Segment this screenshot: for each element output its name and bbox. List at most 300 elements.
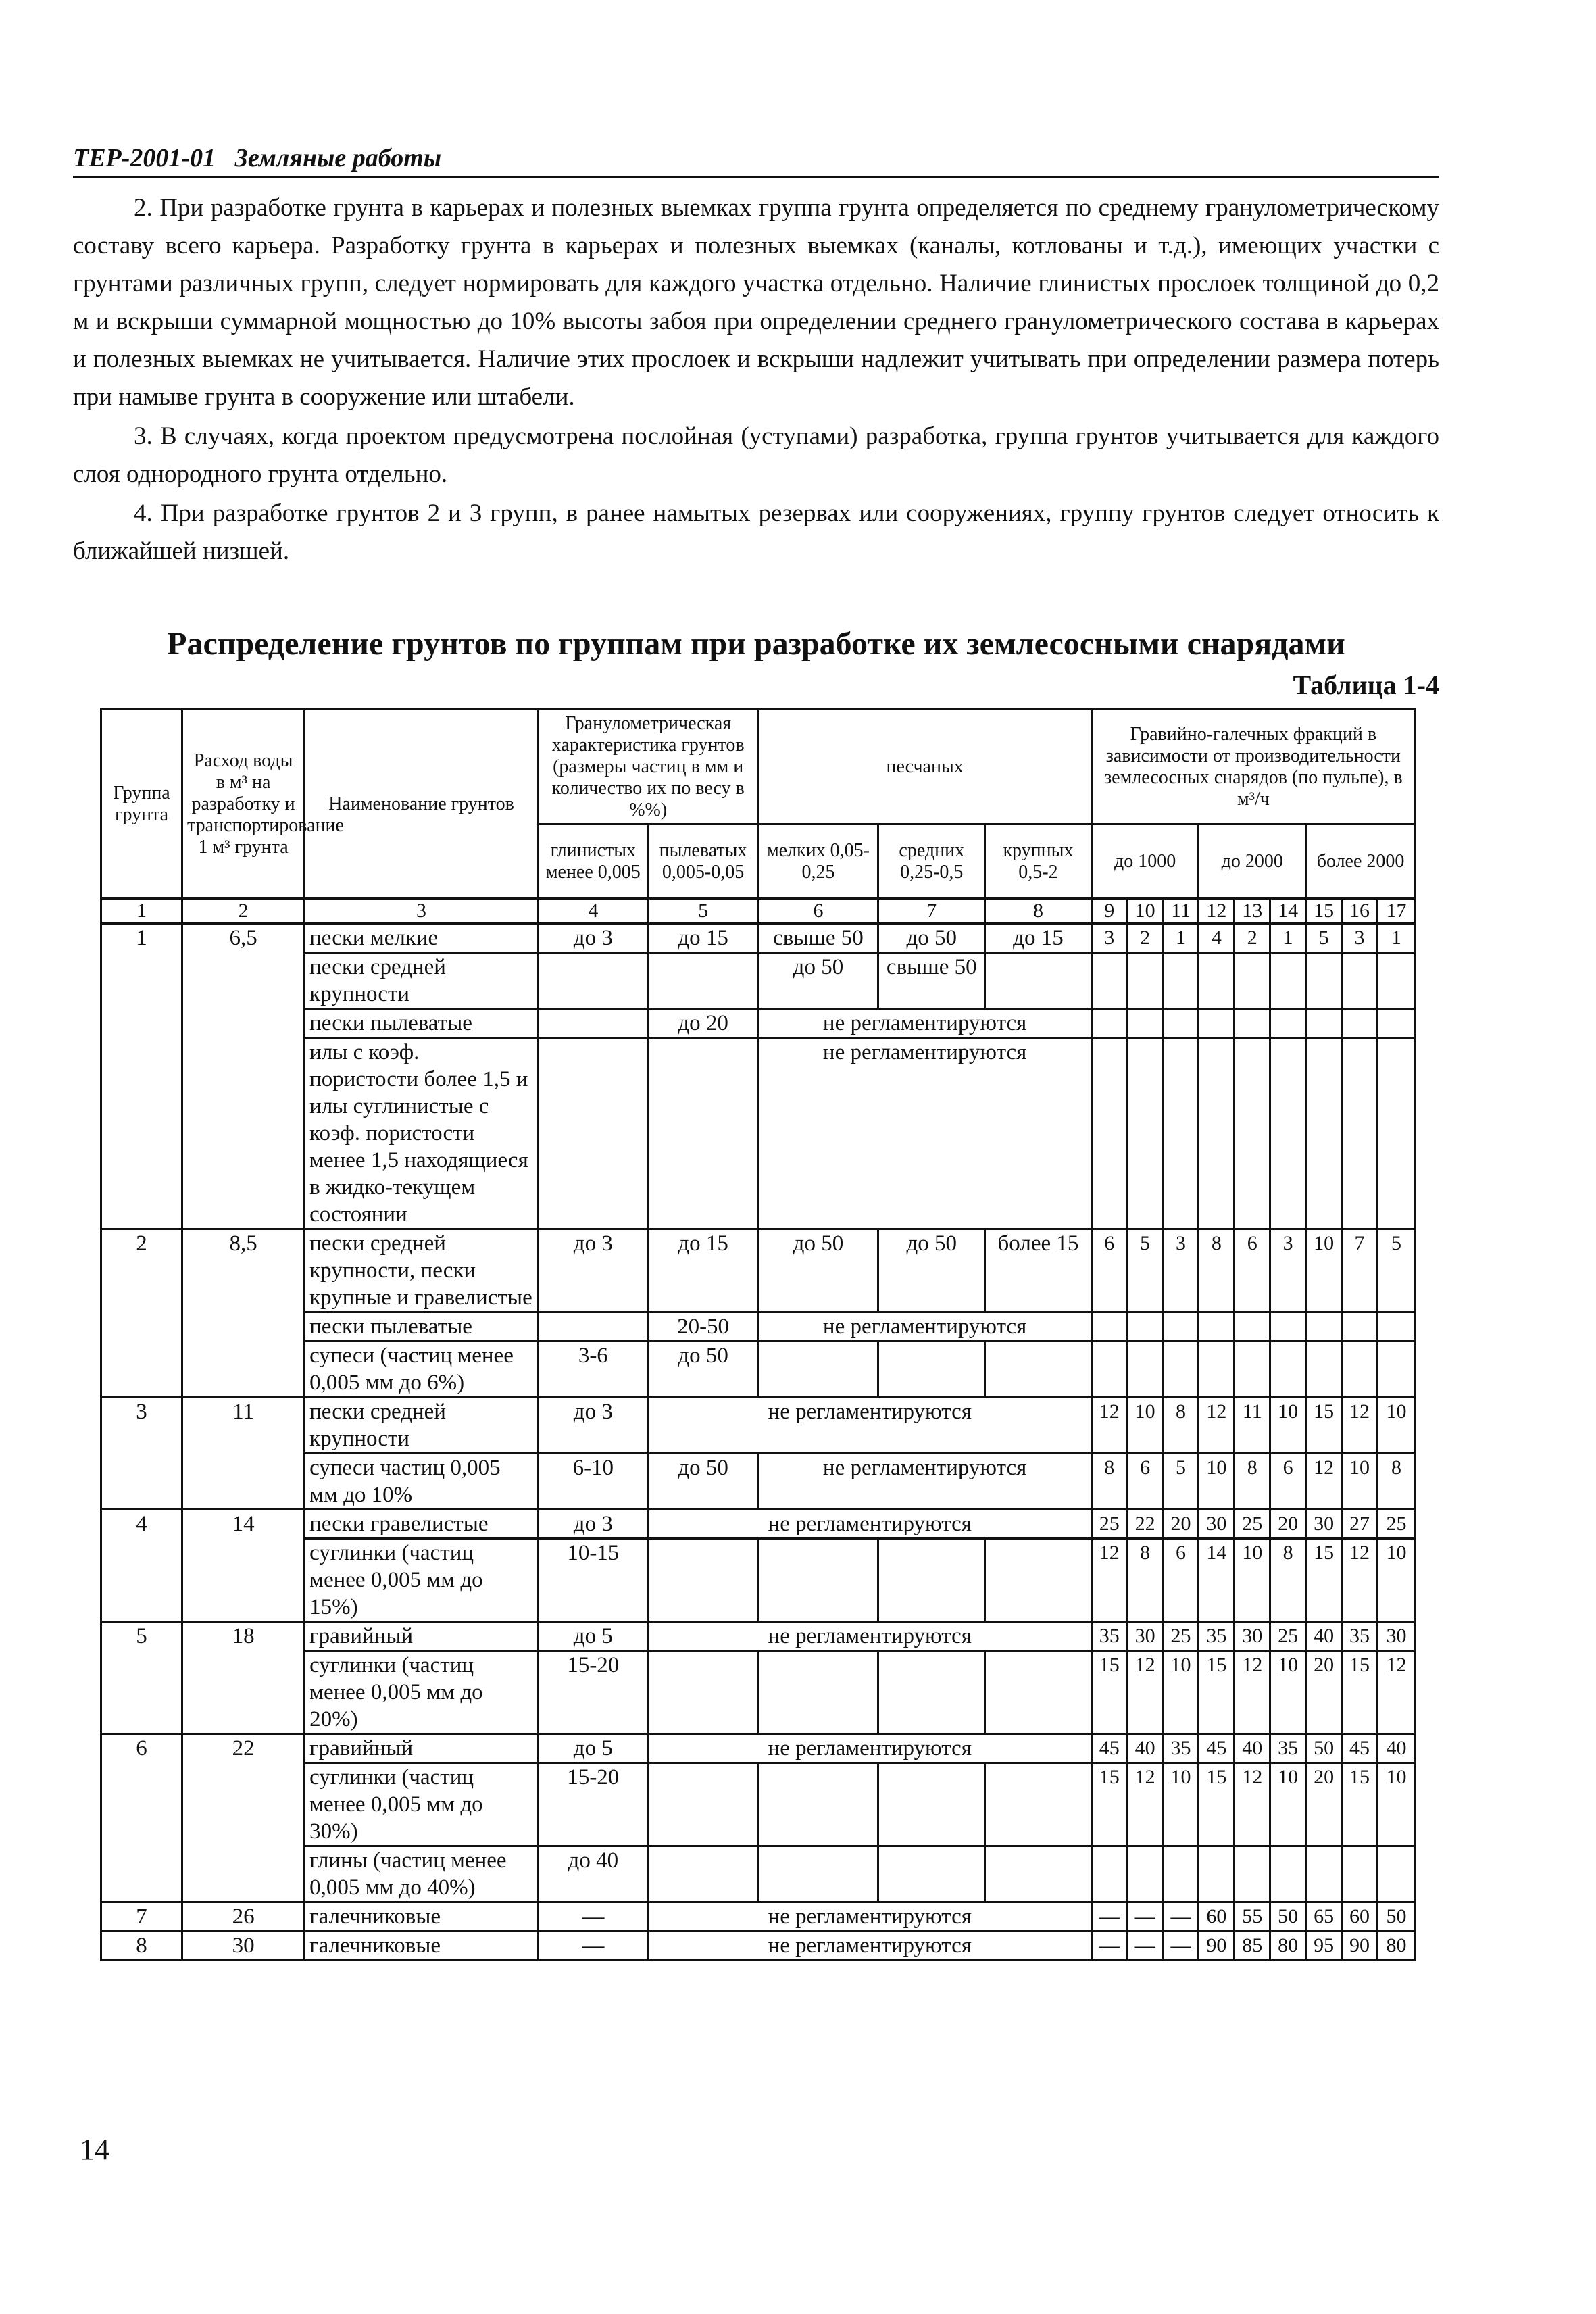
column-index: 2 [182, 899, 305, 924]
soil-name-cell: пески пылеватые [305, 1009, 539, 1038]
throughput-value-cell: 80 [1270, 1931, 1306, 1961]
throughput-value-cell [1270, 1009, 1306, 1038]
throughput-value-cell: 30 [1306, 1510, 1342, 1539]
throughput-value-cell [1306, 1312, 1342, 1341]
throughput-value-cell [1127, 1312, 1163, 1341]
throughput-value-cell [1342, 953, 1378, 1009]
section-title: Земляные работы [234, 144, 442, 172]
soil-name-cell: суглинки (частиц менее 0,005 мм до 15%) [305, 1539, 539, 1622]
throughput-value-cell: 10 [1270, 1398, 1306, 1454]
throughput-value-cell [1306, 1341, 1342, 1398]
throughput-value-cell: 10 [1163, 1651, 1199, 1734]
throughput-value-cell: 10 [1127, 1398, 1163, 1454]
table-cell: 15-20 [538, 1651, 648, 1734]
soil-name-cell: гравийный [305, 1734, 539, 1763]
column-index: 13 [1235, 899, 1270, 924]
throughput-value-cell: 27 [1342, 1510, 1378, 1539]
table-cell [758, 1341, 878, 1398]
throughput-value-cell [1127, 1846, 1163, 1902]
table-cell [985, 1341, 1092, 1398]
column-index: 4 [538, 899, 648, 924]
table-cell [878, 1539, 985, 1622]
soil-name-cell: пески мелкие [305, 924, 539, 953]
column-index-row [101, 899, 1416, 924]
water-consumption-cell: 22 [182, 1734, 305, 1902]
table-row [101, 1622, 1416, 1651]
table-cell [878, 1763, 985, 1846]
throughput-value-cell: 10 [1270, 1651, 1306, 1734]
doc-code: ТЕР-2001-01 [73, 144, 216, 172]
table-cell: до 3 [538, 1229, 648, 1312]
table-cell: — [538, 1931, 648, 1961]
header-coarse: крупных 0,5-2 [985, 824, 1092, 899]
table-cell: до 50 [878, 1229, 985, 1312]
throughput-value-cell [1091, 1009, 1127, 1038]
throughput-value-cell: 14 [1199, 1539, 1235, 1622]
table-cell [648, 1846, 758, 1902]
table-number: Таблица 1-4 [1293, 670, 1439, 700]
throughput-value-cell: 25 [1091, 1510, 1127, 1539]
throughput-value-cell: 20 [1306, 1651, 1342, 1734]
table-cell: до 50 [648, 1341, 758, 1398]
throughput-value-cell: — [1091, 1902, 1127, 1931]
soil-name-cell: супеси частиц 0,005 мм до 10% [305, 1454, 539, 1510]
column-index: 7 [878, 899, 985, 924]
table-cell: 10-15 [538, 1539, 648, 1622]
not-regulated-note: не регламентируются [648, 1734, 1091, 1763]
header-group: Группа грунта [101, 710, 182, 899]
throughput-value-cell [1091, 953, 1127, 1009]
throughput-value-cell: 25 [1377, 1510, 1415, 1539]
throughput-value-cell: 10 [1377, 1398, 1415, 1454]
throughput-value-cell: 5 [1377, 1229, 1415, 1312]
water-consumption-cell: 8,5 [182, 1229, 305, 1398]
not-regulated-note: не регламентируются [758, 1312, 1091, 1341]
soil-name-cell: галечниковые [305, 1931, 539, 1961]
table-cell: — [538, 1902, 648, 1931]
header-sandy: песчаных [758, 710, 1091, 824]
throughput-value-cell: 12 [1127, 1651, 1163, 1734]
throughput-value-cell: 6 [1091, 1229, 1127, 1312]
throughput-value-cell: 95 [1306, 1931, 1342, 1961]
throughput-value-cell: 65 [1306, 1902, 1342, 1931]
throughput-value-cell [1091, 1846, 1127, 1902]
throughput-value-cell: 12 [1306, 1454, 1342, 1510]
soil-name-cell: гравийный [305, 1622, 539, 1651]
throughput-value-cell: 10 [1342, 1454, 1378, 1510]
throughput-value-cell: 6 [1270, 1454, 1306, 1510]
throughput-value-cell: 35 [1163, 1734, 1199, 1763]
not-regulated-note: не регламентируются [758, 1454, 1091, 1510]
throughput-value-cell [1270, 1312, 1306, 1341]
table-cell [538, 1009, 648, 1038]
column-index: 1 [101, 899, 182, 924]
throughput-value-cell: 12 [1235, 1763, 1270, 1846]
throughput-value-cell: 30 [1377, 1622, 1415, 1651]
throughput-value-cell: 20 [1270, 1510, 1306, 1539]
throughput-value-cell: 20 [1306, 1763, 1342, 1846]
throughput-value-cell: 8 [1091, 1454, 1127, 1510]
throughput-value-cell: 11 [1235, 1398, 1270, 1454]
soil-name-cell: пески средней крупности [305, 953, 539, 1009]
throughput-value-cell [1127, 1009, 1163, 1038]
not-regulated-note: не регламентируются [648, 1622, 1091, 1651]
throughput-value-cell: 3 [1163, 1229, 1199, 1312]
throughput-value-cell: 50 [1377, 1902, 1415, 1931]
water-consumption-cell: 18 [182, 1622, 305, 1734]
table-cell: 3-6 [538, 1341, 648, 1398]
throughput-value-cell: 12 [1091, 1398, 1127, 1454]
not-regulated-note: не регламентируются [648, 1902, 1091, 1931]
throughput-value-cell: — [1127, 1931, 1163, 1961]
not-regulated-note: не регламентируются [758, 1038, 1091, 1229]
table-row [101, 1510, 1416, 1539]
header-name: Наименование грунтов [305, 710, 539, 899]
column-index: 14 [1270, 899, 1306, 924]
throughput-value-cell: 25 [1163, 1622, 1199, 1651]
table-cell: до 3 [538, 1510, 648, 1539]
throughput-value-cell: 45 [1091, 1734, 1127, 1763]
table-cell: до 50 [758, 1229, 878, 1312]
table-cell [985, 1651, 1092, 1734]
throughput-value-cell: 40 [1377, 1734, 1415, 1763]
table-cell: до 15 [985, 924, 1092, 953]
throughput-value-cell [1235, 1038, 1270, 1229]
throughput-value-cell: 35 [1199, 1622, 1235, 1651]
water-consumption-cell: 14 [182, 1510, 305, 1622]
table-cell [648, 1539, 758, 1622]
group-cell: 2 [101, 1229, 182, 1398]
throughput-value-cell [1235, 1312, 1270, 1341]
table-row [101, 1398, 1416, 1454]
throughput-value-cell: 8 [1235, 1454, 1270, 1510]
throughput-value-cell: 8 [1199, 1229, 1235, 1312]
column-index: 10 [1127, 899, 1163, 924]
table-cell [878, 1341, 985, 1398]
throughput-value-cell: 40 [1306, 1622, 1342, 1651]
soil-name-cell: супеси (частиц менее 0,005 мм до 6%) [305, 1341, 539, 1398]
throughput-value-cell: 15 [1342, 1651, 1378, 1734]
throughput-value-cell [1235, 1846, 1270, 1902]
soil-name-cell: суглинки (частиц менее 0,005 мм до 30%) [305, 1763, 539, 1846]
table-cell: 20-50 [648, 1312, 758, 1341]
paragraph-2: 2. При разработке грунта в карьерах и полезных выемках группа грунта определяется по среднему гранулометрическому составу всего карьера. Разработку грунта в карьерах и полезных выемках (каналы, котлованы и т.д.), имеющих участки с грунтами различных групп, следует нормировать для каждого участка отдельно. Наличие глинистых прослоек толщиной до 0,2 м и вскрыши суммарной мощностью до 10% высоты забоя при определении среднего гранулометрического состава в карьерах и полезных выемках не учитывается. Наличие этих прослоек и вскрыши надлежит учитывать при определении размера потерь при намыве грунта в сооружение или штабели. [73, 194, 1439, 411]
throughput-value-cell: 12 [1342, 1539, 1378, 1622]
throughput-value-cell: 10 [1377, 1763, 1415, 1846]
throughput-value-cell [1270, 953, 1306, 1009]
table-cell: до 5 [538, 1734, 648, 1763]
throughput-value-cell [1342, 1038, 1378, 1229]
table-cell [648, 953, 758, 1009]
throughput-value-cell: 15 [1306, 1539, 1342, 1622]
header-over2000: более 2000 [1306, 824, 1416, 899]
table-cell: до 50 [878, 924, 985, 953]
throughput-value-cell [1127, 1038, 1163, 1229]
table-cell: 15-20 [538, 1763, 648, 1846]
table-cell [538, 953, 648, 1009]
throughput-value-cell: 12 [1199, 1398, 1235, 1454]
group-cell: 3 [101, 1398, 182, 1510]
water-consumption-cell: 6,5 [182, 924, 305, 1229]
table-cell: свыше 50 [758, 924, 878, 953]
column-index: 16 [1342, 899, 1378, 924]
group-cell: 5 [101, 1622, 182, 1734]
soil-name-cell: пески средней крупности, пески крупные и гравелистые [305, 1229, 539, 1312]
throughput-value-cell [1377, 1009, 1415, 1038]
throughput-value-cell [1199, 1009, 1235, 1038]
paragraph-3: 3. В случаях, когда проектом предусмотрена послойная (уступами) разработка, группа грунтов учитывается для каждого слоя однородного грунта отдельно. [73, 422, 1439, 488]
throughput-value-cell [1235, 1009, 1270, 1038]
throughput-value-cell [1235, 953, 1270, 1009]
table-row [101, 1229, 1416, 1312]
throughput-value-cell: — [1163, 1902, 1199, 1931]
table-cell [758, 1539, 878, 1622]
not-regulated-note: не регламентируются [758, 1009, 1091, 1038]
group-cell: 4 [101, 1510, 182, 1622]
throughput-value-cell: 15 [1199, 1763, 1235, 1846]
throughput-value-cell: 30 [1199, 1510, 1235, 1539]
throughput-value-cell: 35 [1270, 1734, 1306, 1763]
throughput-value-cell: 22 [1127, 1510, 1163, 1539]
group-cell: 7 [101, 1902, 182, 1931]
throughput-value-cell: 5 [1127, 1229, 1163, 1312]
throughput-value-cell [1306, 953, 1342, 1009]
table-cell: до 3 [538, 924, 648, 953]
table-cell: 6-10 [538, 1454, 648, 1510]
table-title: Распределение грунтов по группам при разработке их землесосными снарядами [167, 626, 1345, 662]
throughput-value-cell: 90 [1199, 1931, 1235, 1961]
throughput-value-cell: 12 [1377, 1651, 1415, 1734]
table-cell: свыше 50 [878, 953, 985, 1009]
throughput-value-cell: 8 [1163, 1398, 1199, 1454]
table-cell: до 20 [648, 1009, 758, 1038]
column-index: 8 [985, 899, 1092, 924]
header-medium: средних 0,25-0,5 [878, 824, 985, 899]
table-cell [538, 1038, 648, 1229]
throughput-value-cell [1377, 1038, 1415, 1229]
throughput-value-cell: 15 [1091, 1763, 1127, 1846]
throughput-value-cell [1199, 1038, 1235, 1229]
table-cell [985, 1539, 1092, 1622]
paragraph-4: 4. При разработке грунтов 2 и 3 групп, в ранее намытых резервах или сооружениях, группу грунтов следует относить к ближайшей низшей. [73, 499, 1439, 565]
throughput-value-cell: 12 [1235, 1651, 1270, 1734]
throughput-value-cell: 12 [1091, 1539, 1127, 1622]
throughput-value-cell [1306, 1038, 1342, 1229]
table-cell [648, 1038, 758, 1229]
throughput-value-cell: 6 [1163, 1539, 1199, 1622]
throughput-value-cell [1163, 1312, 1199, 1341]
water-consumption-cell: 11 [182, 1398, 305, 1510]
throughput-value-cell [1235, 1341, 1270, 1398]
table-cell [985, 1846, 1092, 1902]
group-cell: 8 [101, 1931, 182, 1961]
throughput-value-cell [1163, 1846, 1199, 1902]
throughput-value-cell: 2 [1235, 924, 1270, 953]
soil-name-cell: илы с коэф. пористости более 1,5 и илы суглинистые с коэф. пористости менее 1,5 находящиеся в жидко-текущем состоянии [305, 1038, 539, 1229]
header-upto2000: до 2000 [1199, 824, 1306, 899]
throughput-value-cell [1091, 1312, 1127, 1341]
throughput-value-cell: 3 [1342, 924, 1378, 953]
throughput-value-cell: 10 [1199, 1454, 1235, 1510]
header-granulometric: Гранулометрическая характеристика грунтов (размеры частиц в мм и количество их по весу в %%) [538, 710, 758, 824]
throughput-value-cell: 15 [1306, 1398, 1342, 1454]
throughput-value-cell [1199, 1341, 1235, 1398]
throughput-value-cell: 4 [1199, 924, 1235, 953]
throughput-value-cell: 40 [1235, 1734, 1270, 1763]
throughput-value-cell: 35 [1091, 1622, 1127, 1651]
water-consumption-cell: 26 [182, 1902, 305, 1931]
throughput-value-cell: — [1127, 1902, 1163, 1931]
throughput-value-cell: 2 [1127, 924, 1163, 953]
header-gravel: Гравийно-галечных фракций в зависимости от производительности землесосных снарядов (по пульпе), в м³/ч [1091, 710, 1415, 824]
soil-name-cell: пески гравелистые [305, 1510, 539, 1539]
group-cell: 6 [101, 1734, 182, 1902]
throughput-value-cell [1377, 953, 1415, 1009]
throughput-value-cell [1342, 1009, 1378, 1038]
throughput-value-cell [1163, 1009, 1199, 1038]
page-number: 14 [80, 2133, 109, 2166]
throughput-value-cell: 30 [1127, 1622, 1163, 1651]
table-cell [648, 1763, 758, 1846]
column-index: 11 [1163, 899, 1199, 924]
throughput-value-cell [1163, 1038, 1199, 1229]
table-cell [878, 1651, 985, 1734]
throughput-value-cell: 10 [1270, 1763, 1306, 1846]
throughput-value-cell: 6 [1235, 1229, 1270, 1312]
throughput-value-cell [1377, 1846, 1415, 1902]
header-upto1000: до 1000 [1091, 824, 1199, 899]
throughput-value-cell [1127, 1341, 1163, 1398]
throughput-value-cell: — [1163, 1931, 1199, 1961]
throughput-value-cell: 8 [1127, 1539, 1163, 1622]
throughput-value-cell: 30 [1235, 1622, 1270, 1651]
throughput-value-cell: — [1091, 1931, 1127, 1961]
throughput-value-cell [1199, 953, 1235, 1009]
throughput-value-cell: 55 [1235, 1902, 1270, 1931]
throughput-value-cell [1091, 1038, 1127, 1229]
group-cell: 1 [101, 924, 182, 1229]
table-cell [758, 1763, 878, 1846]
soil-name-cell: суглинки (частиц менее 0,005 мм до 20%) [305, 1651, 539, 1734]
throughput-value-cell: 5 [1306, 924, 1342, 953]
not-regulated-note: не регламентируются [648, 1398, 1091, 1454]
throughput-value-cell: 35 [1342, 1622, 1378, 1651]
header-clay: глинистых менее 0,005 [538, 824, 648, 899]
running-header [73, 143, 1439, 178]
table-cell: более 15 [985, 1229, 1092, 1312]
throughput-value-cell: 25 [1235, 1510, 1270, 1539]
throughput-value-cell: 40 [1127, 1734, 1163, 1763]
throughput-value-cell: 85 [1235, 1931, 1270, 1961]
throughput-value-cell: 1 [1377, 924, 1415, 953]
not-regulated-note: не регламентируются [648, 1931, 1091, 1961]
throughput-value-cell: 20 [1163, 1510, 1199, 1539]
throughput-value-cell: 50 [1270, 1902, 1306, 1931]
table-cell: до 15 [648, 1229, 758, 1312]
throughput-value-cell: 5 [1163, 1454, 1199, 1510]
throughput-value-cell [1377, 1341, 1415, 1398]
throughput-value-cell [1163, 953, 1199, 1009]
header-dust: пылеватых 0,005-0,05 [648, 824, 758, 899]
throughput-value-cell: 50 [1306, 1734, 1342, 1763]
water-consumption-cell: 30 [182, 1931, 305, 1961]
table-row [101, 1931, 1416, 1961]
throughput-value-cell: 60 [1342, 1902, 1378, 1931]
throughput-value-cell [1306, 1009, 1342, 1038]
not-regulated-note: не регламентируются [648, 1510, 1091, 1539]
table-row [101, 1902, 1416, 1931]
table-cell: до 3 [538, 1398, 648, 1454]
throughput-value-cell: 90 [1342, 1931, 1378, 1961]
body-text [73, 189, 1439, 572]
throughput-value-cell: 12 [1127, 1763, 1163, 1846]
header-consumption: Расход воды в м³ на разработку и транспортирование 1 м³ грунта [182, 710, 305, 899]
throughput-value-cell [1342, 1846, 1378, 1902]
table-cell: до 5 [538, 1622, 648, 1651]
throughput-value-cell: 1 [1270, 924, 1306, 953]
throughput-value-cell: 15 [1199, 1651, 1235, 1734]
table-cell: до 50 [648, 1454, 758, 1510]
throughput-value-cell: 10 [1377, 1539, 1415, 1622]
table-cell [985, 1763, 1092, 1846]
column-index: 15 [1306, 899, 1342, 924]
soil-name-cell: галечниковые [305, 1902, 539, 1931]
throughput-value-cell: 7 [1342, 1229, 1378, 1312]
table-cell [985, 953, 1092, 1009]
throughput-value-cell [1127, 953, 1163, 1009]
throughput-value-cell: 15 [1091, 1651, 1127, 1734]
throughput-value-cell [1377, 1312, 1415, 1341]
throughput-value-cell: 15 [1342, 1763, 1378, 1846]
soil-name-cell: пески средней крупности [305, 1398, 539, 1454]
throughput-value-cell [1342, 1312, 1378, 1341]
table-cell [648, 1651, 758, 1734]
column-index: 17 [1377, 899, 1415, 924]
throughput-value-cell: 45 [1342, 1734, 1378, 1763]
column-index: 6 [758, 899, 878, 924]
throughput-value-cell: 8 [1270, 1539, 1306, 1622]
column-index: 9 [1091, 899, 1127, 924]
throughput-value-cell [1306, 1846, 1342, 1902]
throughput-value-cell: 25 [1270, 1622, 1306, 1651]
table-cell [758, 1651, 878, 1734]
throughput-value-cell: 8 [1377, 1454, 1415, 1510]
column-index: 5 [648, 899, 758, 924]
throughput-value-cell: 3 [1091, 924, 1127, 953]
throughput-value-cell [1270, 1038, 1306, 1229]
throughput-value-cell [1270, 1341, 1306, 1398]
throughput-value-cell: 10 [1235, 1539, 1270, 1622]
throughput-value-cell: 80 [1377, 1931, 1415, 1961]
soil-name-cell: глины (частиц менее 0,005 мм до 40%) [305, 1846, 539, 1902]
throughput-value-cell [1270, 1846, 1306, 1902]
throughput-value-cell: 12 [1342, 1398, 1378, 1454]
throughput-value-cell [1199, 1846, 1235, 1902]
throughput-value-cell: 60 [1199, 1902, 1235, 1931]
throughput-value-cell [1163, 1341, 1199, 1398]
table-cell: до 15 [648, 924, 758, 953]
throughput-value-cell [1199, 1312, 1235, 1341]
table-cell [878, 1846, 985, 1902]
table-cell [538, 1312, 648, 1341]
table-cell [758, 1846, 878, 1902]
throughput-value-cell [1091, 1341, 1127, 1398]
column-index: 3 [305, 899, 539, 924]
throughput-value-cell: 6 [1127, 1454, 1163, 1510]
throughput-value-cell [1342, 1341, 1378, 1398]
table-row [101, 1734, 1416, 1763]
throughput-value-cell: 10 [1306, 1229, 1342, 1312]
